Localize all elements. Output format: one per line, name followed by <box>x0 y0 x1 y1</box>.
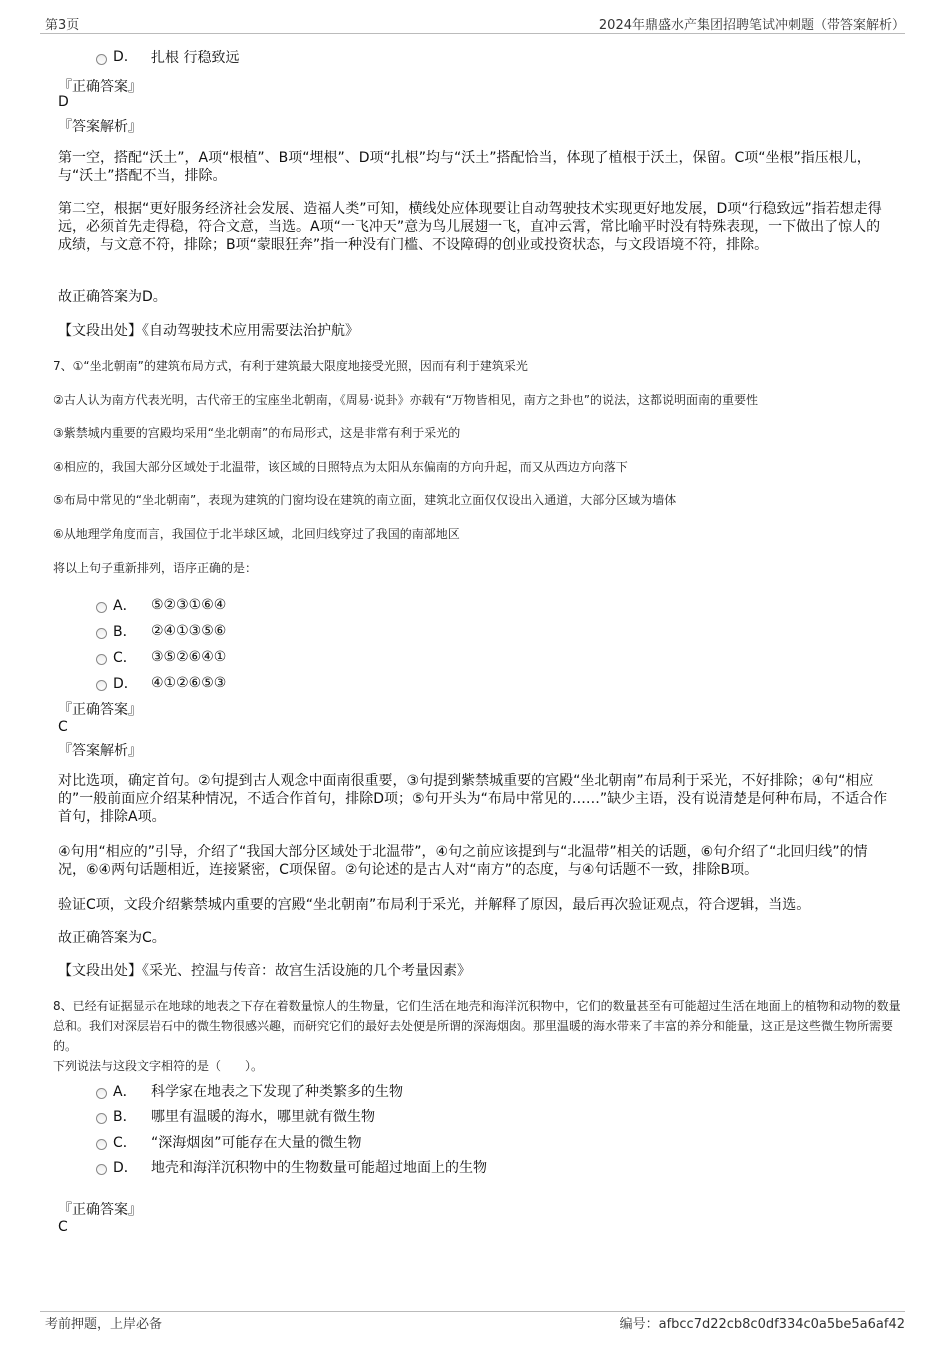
radio-icon[interactable] <box>96 1139 107 1150</box>
radio-icon[interactable] <box>96 1164 107 1175</box>
document-title: 2024年鼎盛水产集团招聘笔试冲刺题（带答案解析） <box>598 18 905 33</box>
answer-heading: 『正确答案』 <box>58 702 142 718</box>
footer-divider <box>40 1311 905 1312</box>
analysis-paragraph: 对比选项，确定首句。②句提到古人观念中面南很重要，③句提到紫禁城重要的宫殿“坐北朝南”布局利于采光，不好排除；④句“相应的”一般前面应介绍某种情况，不适合作首句，排除D项；⑤句开头为“布局中常见的……”缺少主语，没有说清楚是何种布局，不适合作首句，排除A项。 <box>58 773 888 825</box>
footer-slogan: 考前押题，上岸必备 <box>45 1317 163 1332</box>
header-divider <box>40 33 905 34</box>
radio-icon[interactable] <box>96 654 107 665</box>
option-c[interactable]: C． ③⑤②⑥④① <box>96 647 226 667</box>
option-a[interactable]: A． ⑤②③①⑥④ <box>96 595 226 615</box>
question-prompt: 下列说法与这段文字相符的是（ ）。 <box>53 1059 264 1073</box>
radio-icon[interactable] <box>96 628 107 639</box>
answer-heading: 『正确答案』 <box>58 1202 142 1218</box>
question-sentence: ⑥从地理学角度而言，我国位于北半球区域，北回归线穿过了我国的南部地区 <box>53 527 460 541</box>
radio-icon[interactable] <box>96 1088 107 1099</box>
source-citation: 【文段出处】《自动驾驶技术应用需要法治护航》 <box>58 323 359 339</box>
analysis-conclusion: 故正确答案为D。 <box>58 289 167 305</box>
option-b[interactable]: B． ②④①③⑤⑥ <box>96 621 226 641</box>
analysis-paragraph: 第二空，根据“更好服务经济社会发展、造福人类”可知，横线处应体现要让自动驾驶技术实现更好地发展，D项“行稳致远”指若想走得远，必须首先走得稳，符合文意，当选。A项“一飞冲天”意为鸟儿展翅一飞，直冲云霄，常比喻平时没有特殊表现，一下做出了惊人的成绩，与文意不符，排除；B项“蒙眼狂奔”指一种没有门槛、不设障碍的创业或投资状态，与文段语境不符，排除。 <box>58 201 882 253</box>
source-citation: 【文段出处】《采光、控温与传音：故宫生活设施的几个考量因素》 <box>58 963 471 979</box>
radio-icon[interactable] <box>96 602 107 613</box>
option-d[interactable]: D. 扎根 行稳致远 <box>96 47 239 67</box>
analysis-conclusion: 故正确答案为C。 <box>58 930 166 946</box>
option-d[interactable]: D． 地壳和海洋沉积物中的生物数量可能超过地面上的生物 <box>96 1157 487 1177</box>
analysis-paragraph: 验证C项，文段介绍紫禁城内重要的宫殿“坐北朝南”布局利于采光，并解释了原因，最后再次验证观点，符合逻辑，当选。 <box>58 897 811 913</box>
question-sentence: 7、①“坐北朝南”的建筑布局方式，有利于建筑最大限度地接受光照，因而有利于建筑采光 <box>53 359 528 373</box>
page-number: 第3页 <box>45 18 80 33</box>
option-d[interactable]: D． ④①②⑥⑤③ <box>96 673 226 693</box>
question-sentence: ④相应的，我国大部分区域处于北温带，该区域的日照特点为太阳从东偏南的方向升起，而又从西边方向落下 <box>53 460 628 474</box>
radio-icon[interactable] <box>96 54 107 65</box>
document-code: 编号：afbcc7d22cb8c0df334c0a5be5a6af42 <box>619 1317 905 1332</box>
analysis-heading: 『答案解析』 <box>58 743 142 759</box>
answer-heading: 『正确答案』 <box>58 79 142 95</box>
radio-icon[interactable] <box>96 680 107 691</box>
answer-value: D <box>58 94 69 110</box>
answer-value: C <box>58 1219 68 1235</box>
analysis-paragraph: 第一空，搭配“沃土”，A项“根植”、B项“埋根”、D项“扎根”均与“沃土”搭配恰当，体现了植根于沃土，保留。C项“坐根”指压根儿，与“沃土”搭配不当，排除。 <box>58 150 871 184</box>
question-sentence: ③紫禁城内重要的宫殿均采用“坐北朝南”的布局形式，这是非常有利于采光的 <box>53 426 461 440</box>
analysis-heading: 『答案解析』 <box>58 119 142 135</box>
option-c[interactable]: C． “深海烟囱”可能存在大量的微生物 <box>96 1132 362 1152</box>
question-sentence: ②古人认为南方代表光明，古代帝王的宝座坐北朝南，《周易·说卦》亦载有“万物皆相见，南方之卦也”的说法，这都说明面南的重要性 <box>53 393 759 407</box>
question-sentence: ⑤布局中常见的“坐北朝南”，表现为建筑的门窗均设在建筑的南立面，建筑北立面仅仅设出入通道，大部分区域为墙体 <box>53 493 677 507</box>
answer-value: C <box>58 719 68 735</box>
question-stem: 8、已经有证据显示在地球的地表之下存在着数量惊人的生物量，它们生活在地壳和海洋沉积物中，它们的数量甚至有可能超过生活在地面上的植物和动物的数量总和。我们对深层岩石中的微生物很感兴趣，而研究它们的最好去处便是所谓的深海烟囱。那里温暖的海水带来了丰富的养分和能量，这正是这些微生物所需要的。 <box>53 999 901 1053</box>
question-prompt: 将以上句子重新排列，语序正确的是： <box>53 561 258 575</box>
radio-icon[interactable] <box>96 1113 107 1124</box>
option-b[interactable]: B． 哪里有温暖的海水，哪里就有微生物 <box>96 1106 375 1126</box>
analysis-paragraph: ④句用“相应的”引导，介绍了“我国大部分区域处于北温带”，④句之前应该提到与“北温带”相关的话题，⑥句介绍了“北回归线”的情况，⑥④两句话题相近，连接紧密，C项保留。②句论述的是古人对“南方”的态度，与④句话题不一致，排除B项。 <box>58 844 868 878</box>
option-a[interactable]: A． 科学家在地表之下发现了种类繁多的生物 <box>96 1081 403 1101</box>
